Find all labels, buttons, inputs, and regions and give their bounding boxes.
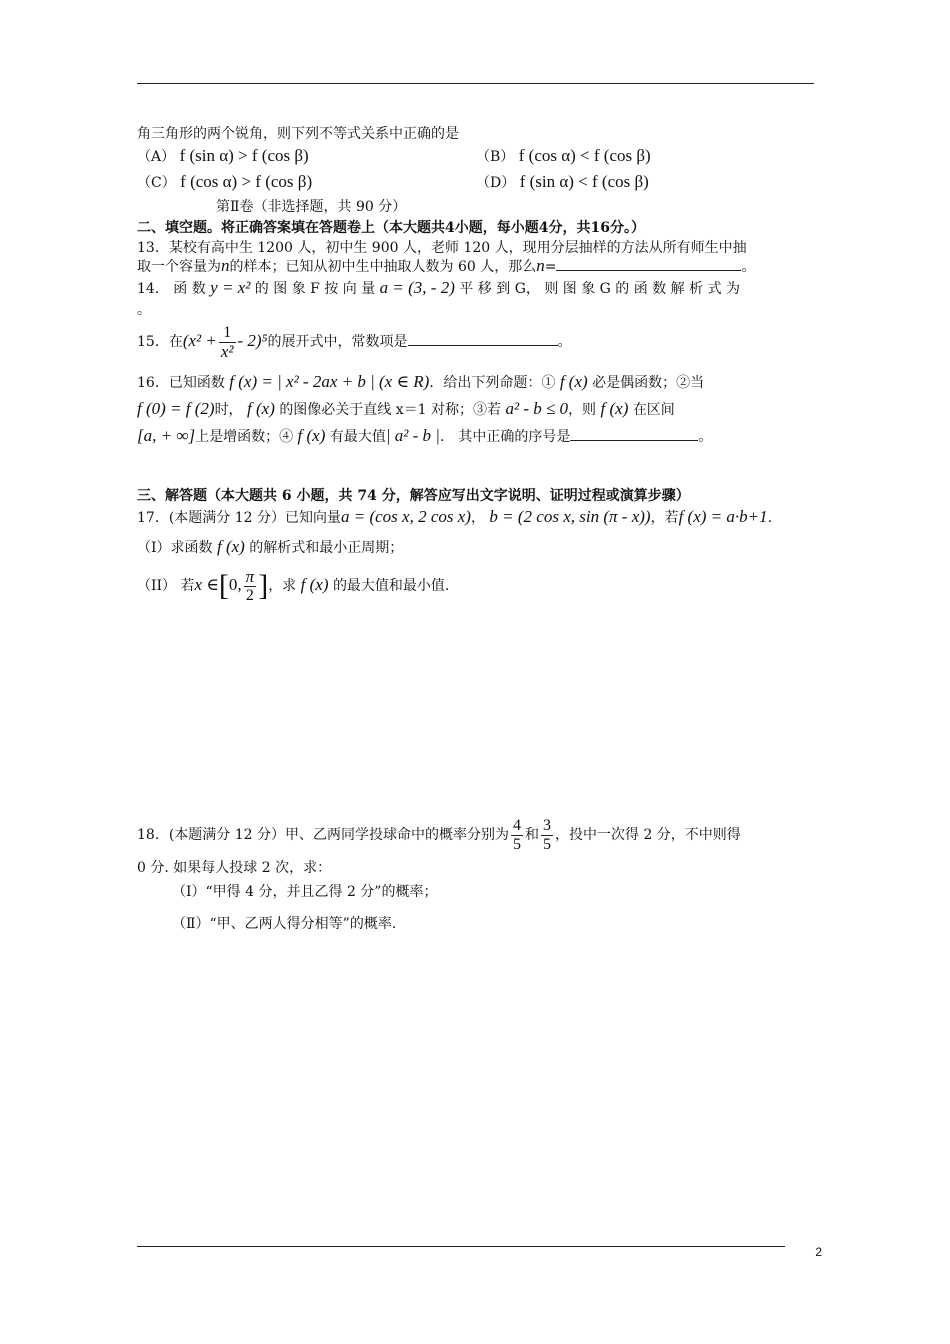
q12-option-b: （B） f (cos α) < f (cos β) <box>476 146 651 165</box>
header-rule <box>137 83 814 84</box>
q13-answer-blank <box>556 256 741 271</box>
q15-fraction: $\frac{1}{\text{x²}}$ <box>220 323 234 361</box>
q14-line2: 。 <box>137 302 151 318</box>
q12-option-d: （D） f (sin α) < f (cos β) <box>476 172 649 191</box>
q17-part1: （I）求函数 f (x) 的解析式和最小正周期； <box>137 537 404 556</box>
q18-part1: （Ⅰ）“甲得 4 分，并且乙得 2 分”的概率； <box>172 884 438 900</box>
section3-heading: 三、解答题（本大题共 6 小题，共 74 分，解答应写出文字说明、证明过程或演算步骤） <box>137 488 690 504</box>
q12-option-c: （C） f (cos α) > f (cos β) <box>137 172 313 191</box>
q17-line1: 17．(本题满分 12 分）已知向量a = (cos x, 2 cos x)， b = (2 cos x, sin (π - x))，若f (x) = a·b+1. <box>137 507 773 526</box>
q14-line1: 14． 函 数 y = x² 的 图 象 F 按 向 量 a = (3, - 2) 平 移 到 G， 则 图 象 G 的 函 数 解 析 式 为 <box>137 278 741 297</box>
q15-line: 15．在(x² + $\frac{1}{\text{x²}}$ - 2)⁵的展开式中，常数项是 。 <box>137 323 572 361</box>
page-number: 2 <box>815 1245 822 1259</box>
q13-line2: 取一个容量为n的样本；已知从初中生中抽取人数为 60 人，那么n= 。 <box>137 256 756 275</box>
q16-answer-blank <box>570 426 698 441</box>
q18-part2: （Ⅱ）“甲、乙两人得分相等”的概率. <box>172 916 397 932</box>
right-bracket: ] <box>258 569 269 602</box>
q18-fraction-4-5: $\frac{4}{5}$ <box>513 816 521 853</box>
q17-part2: （II） 若x ∈[0, $\frac{\pi}{2}$ ]，求 f (x) 的最大值和最小值. <box>137 566 450 604</box>
q12-stem: 角三角形的两个锐角，则下列不等式关系中正确的是 <box>137 126 459 142</box>
part2-title: 第Ⅱ卷（非选择题，共 90 分） <box>216 199 407 215</box>
q18-line2: 0 分. 如果每人投球 2 次，求： <box>137 860 332 876</box>
q12-option-a: （A） f (sin α) > f (cos β) <box>137 146 309 165</box>
q16-line1: 16．已知函数 f (x) = | x² - 2ax + b | (x ∈ R)．给出下列命题：① f (x) 必是偶函数；②当 <box>137 372 705 391</box>
left-bracket: [ <box>218 569 229 602</box>
q17-pi-over-2-fraction: $\frac{\pi}{2}$ <box>245 566 255 604</box>
section2-heading: 二、填空题。将正确答案填在答题卷上（本大题共4小题，每小题4分，共16分。） <box>137 220 645 236</box>
footer-rule <box>137 1246 785 1247</box>
q18-line1: 18．(本题满分 12 分）甲、乙两同学投球命中的概率分别为 $\frac{4}{5}$ 和 $\frac{3}{5}$ ，投中一次得 2 分，不中则得 <box>137 816 741 853</box>
q18-fraction-3-5: $\frac{3}{5}$ <box>543 816 551 853</box>
q16-line2: f (0) = f (2)时， f (x) 的图像必关于直线 x＝1 对称；③若 a² - b ≤ 0，则 f (x) 在区间 <box>137 399 675 418</box>
q16-line3: [a, + ∞]上是增函数；④ f (x) 有最大值| a² - b |． 其中正确的序号是 。 <box>137 426 713 445</box>
q13-line1: 13．某校有高中生 1200 人，初中生 900 人，老师 120 人，现用分层抽样的方法从所有师生中抽 <box>137 240 747 256</box>
q15-answer-blank <box>408 331 558 346</box>
